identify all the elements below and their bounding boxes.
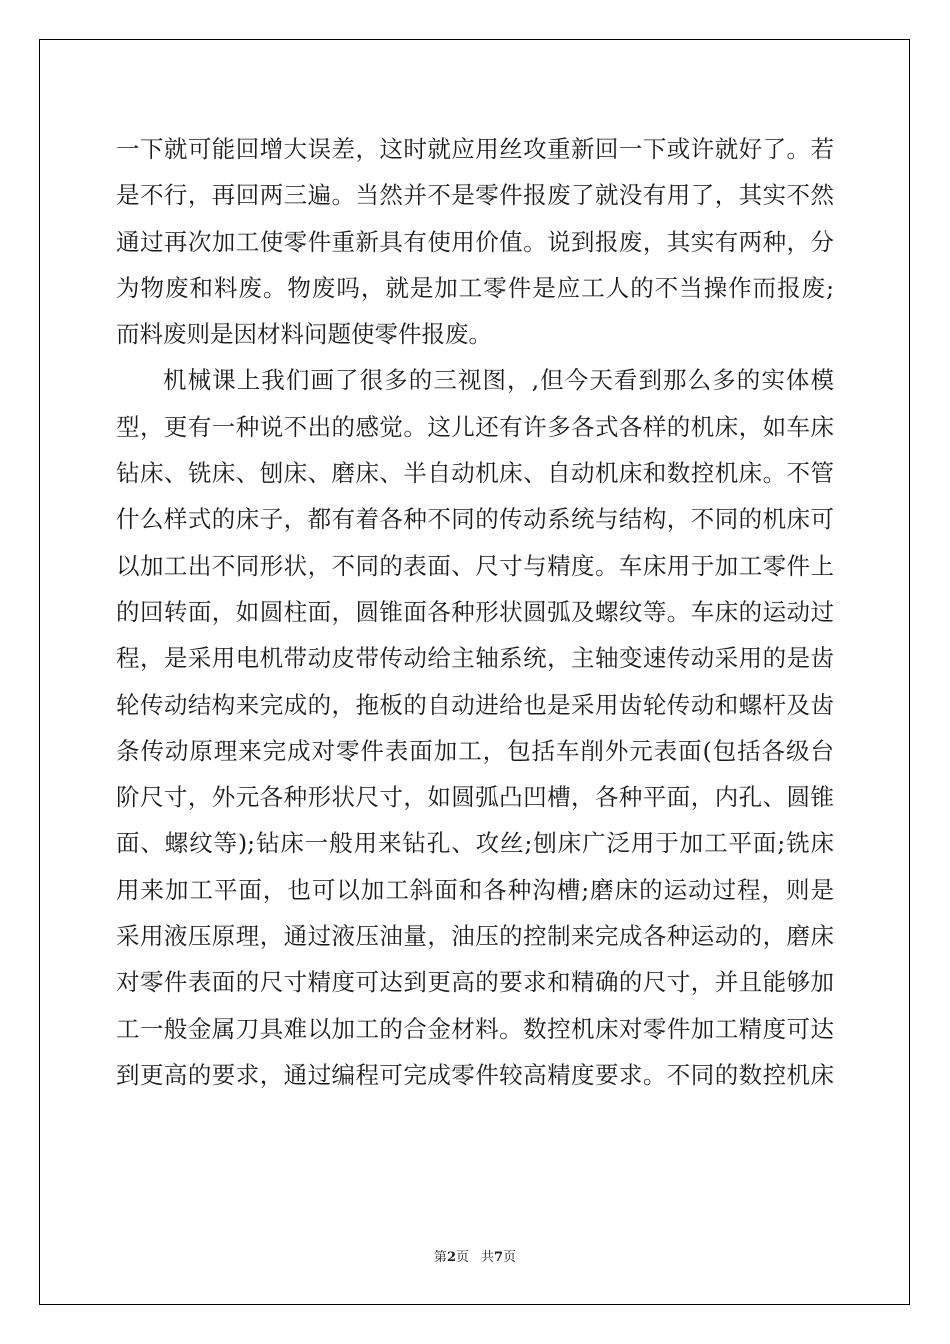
page-suffix: 页: [455, 1250, 469, 1265]
text-line: 以加工出不同形状，不同的表面、尺寸与精度。车床用于加工零件上: [116, 551, 834, 580]
page-prefix: 第: [433, 1250, 447, 1265]
text-line: 条传动原理来完成对零件表面加工，包括车削外元表面(包括各级台: [116, 736, 834, 765]
page-footer: [0, 1246, 950, 1265]
paragraph-1: [116, 126, 834, 357]
text-line: 是不行，再回两三遍。当然并不是零件报废了就没有用了，其实不然: [116, 181, 834, 210]
text-line: 钻床、铣床、刨床、磨床、半自动机床、自动机床和数控机床。不管: [116, 459, 834, 488]
text-line: 型，更有一种说不出的感觉。这儿还有许多各式各样的机床，如车床: [116, 412, 834, 441]
text-line: 面、螺纹等);钻床一般用来钻孔、攻丝;刨床广泛用于加工平面;铣床: [116, 829, 834, 858]
total-suffix: 页: [503, 1250, 517, 1265]
text-line: 用来加工平面，也可以加工斜面和各种沟槽;磨床的运动过程，则是: [116, 875, 834, 904]
text-line: 程，是采用电机带动皮带传动给主轴系统，主轴变速传动采用的是齿: [116, 644, 834, 673]
text-line: 一下就可能回增大误差，这时就应用丝攻重新回一下或许就好了。若: [116, 135, 834, 163]
text-line: 对零件表面的尺寸精度可达到更高的要求和精确的尺寸，并且能够加: [116, 968, 834, 997]
text-line: 到更高的要求，通过编程可完成零件较高精度要求。不同的数控机床: [116, 1060, 834, 1089]
text-line: 机械课上我们画了很多的三视图，,但今天看到那么多的实体模: [163, 366, 834, 395]
text-line: 什么样式的床子，都有着各种不同的传动系统与结构，不同的机床可: [116, 505, 834, 534]
total-prefix: 共: [481, 1250, 495, 1265]
text-line: 阶尺寸，外元各种形状尺寸，如圆弧凸凹槽，各种平面，内孔、圆锥: [116, 783, 834, 812]
text-line: 的回转面，如圆柱面，圆锥面各种形状圆弧及螺纹等。车床的运动过: [116, 597, 834, 626]
page-number: 2: [446, 1250, 456, 1265]
text-line: 工一般金属刀具难以加工的合金材料。数控机床对零件加工精度可达: [116, 1014, 834, 1043]
body-text: [116, 126, 834, 1098]
text-line: 通过再次加工使零件重新具有使用价值。说到报废，其实有两种，分: [116, 227, 834, 256]
text-line: 而料废则是因材料问题使零件报废。: [116, 320, 492, 349]
total-pages: 7: [494, 1250, 504, 1265]
text-line: 轮传动结构来完成的，拖板的自动进给也是采用齿轮传动和螺杆及齿: [116, 690, 834, 719]
paragraph-2: [116, 357, 834, 1098]
text-line: 采用液压原理，通过液压油量，油压的控制来完成各种运动的，磨床: [116, 922, 834, 951]
text-line: 为物废和料废。物废吗，就是加工零件是应工人的不当操作而报废;: [116, 273, 834, 302]
